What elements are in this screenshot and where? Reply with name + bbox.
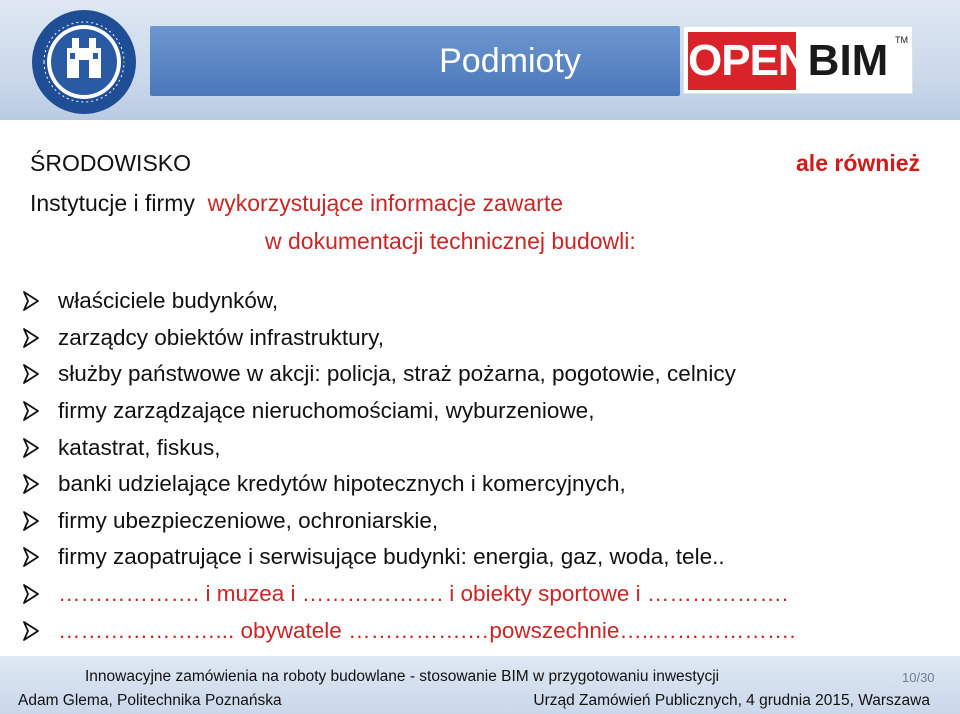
list-item-text: ………………. i muzea i ………………. i obiekty sportowe i ………………. — [58, 581, 789, 607]
arrow-bullet-icon — [18, 436, 58, 460]
entity-list — [18, 283, 948, 649]
list-item-text: właściciele budynków, — [58, 288, 279, 314]
list-item — [18, 429, 948, 466]
list-item — [18, 612, 948, 649]
list-item-text: zarządcy obiektów infrastruktury, — [58, 324, 384, 350]
list-item — [18, 576, 948, 613]
openbim-logo-tm: TM — [895, 35, 908, 45]
arrow-bullet-icon — [18, 289, 58, 313]
arrow-bullet-icon — [18, 509, 58, 533]
list-item — [18, 283, 948, 320]
list-item-text: katastrat, fiskus, — [58, 434, 221, 460]
intro-institutions: Instytucje i firmy — [30, 190, 195, 216]
arrow-bullet-icon — [18, 472, 58, 496]
arrow-bullet-icon — [18, 582, 58, 606]
arrow-bullet-icon — [18, 619, 58, 643]
section-heading: ŚRODOWISKO — [30, 150, 192, 176]
list-item — [18, 503, 948, 540]
list-item-text: firmy zaopatrujące i serwisujące budynki: energia, gaz, woda, tele.. — [58, 544, 725, 570]
list-item — [18, 393, 948, 430]
openbim-logo — [683, 26, 913, 94]
footer-title: Innowacyjne zamówienia na roboty budowlane - stosowanie BIM w przygotowaniu inwestycji — [85, 668, 720, 685]
intro-line-1 — [30, 190, 563, 217]
list-item-text: …………………... obywatele …………….…powszechnie…..………………. — [58, 617, 796, 643]
list-item — [18, 539, 948, 576]
footer-venue: Urząd Zamówień Publicznych, 4 grudnia 2015, Warszawa — [533, 692, 930, 709]
arrow-bullet-icon — [18, 545, 58, 569]
page-number: 10/30 — [902, 670, 935, 685]
list-item-text: firmy ubezpieczeniowe, ochroniarskie, — [58, 507, 439, 533]
list-item — [18, 466, 948, 503]
list-item-text: banki udzielające kredytów hipotecznych i komercyjnych, — [58, 471, 626, 497]
list-item-text: służby państwowe w akcji: policja, straż pożarna, pogotowie, celnicy — [58, 361, 736, 387]
arrow-bullet-icon — [18, 326, 58, 350]
page-title: Podmioty — [439, 42, 581, 80]
list-item — [18, 320, 948, 357]
list-item — [18, 356, 948, 393]
intro-line-2: w dokumentacji technicznej budowli: — [265, 228, 636, 254]
footer-author: Adam Glema, Politechnika Poznańska — [18, 692, 282, 709]
arrow-bullet-icon — [18, 362, 58, 386]
intro-using-info: wykorzystujące informacje zawarte — [207, 190, 563, 216]
openbim-logo-open: OPEN — [688, 32, 796, 90]
list-item-text: firmy zarządzające nieruchomościami, wyburzeniowe, — [58, 398, 595, 424]
university-logo — [30, 8, 138, 116]
openbim-logo-bim: BIM — [807, 36, 889, 85]
arrow-bullet-icon — [18, 399, 58, 423]
also-label: ale również — [796, 150, 920, 176]
